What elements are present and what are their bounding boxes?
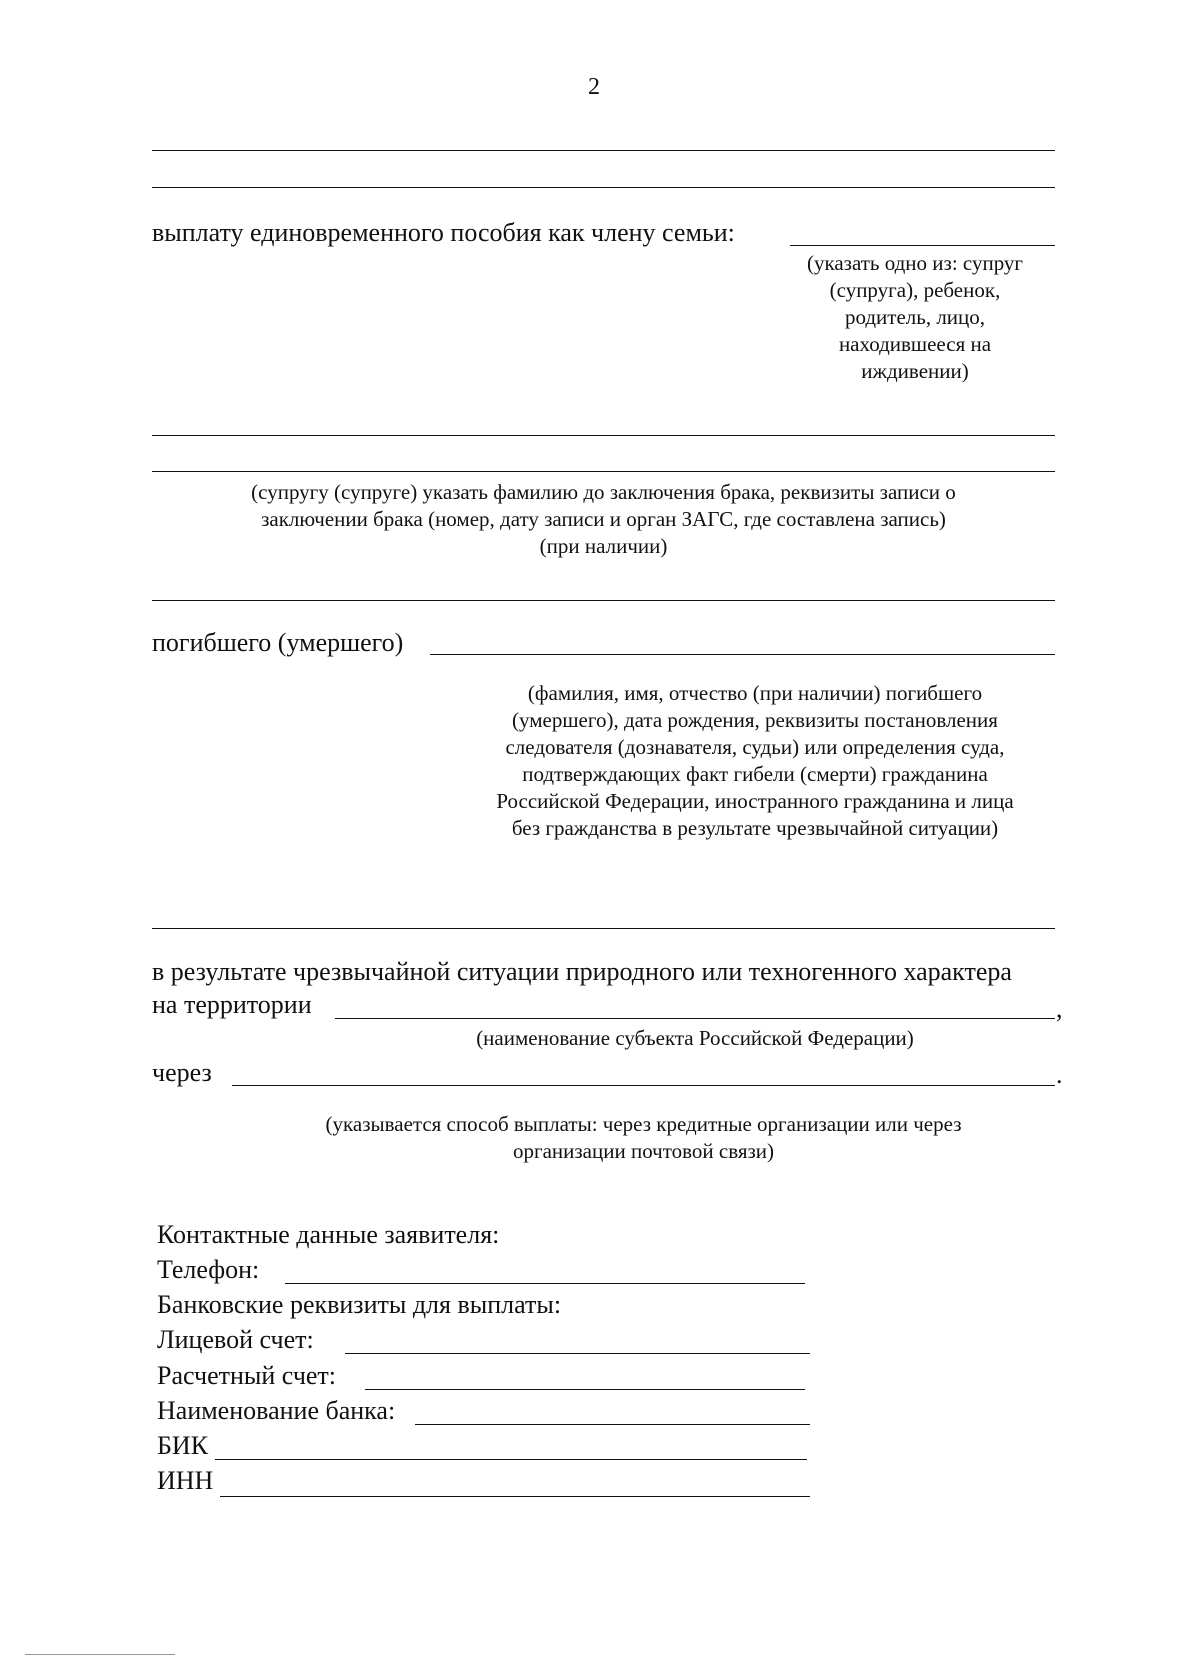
- payment-period: .: [1056, 1060, 1063, 1089]
- phone-field[interactable]: [285, 1283, 805, 1284]
- territory-comma: ,: [1056, 994, 1063, 1023]
- blank-line[interactable]: [152, 150, 1055, 151]
- bik-label: БИК: [157, 1431, 209, 1460]
- settlement-account-field[interactable]: [365, 1389, 805, 1390]
- inn-field[interactable]: [220, 1496, 810, 1497]
- page-number: 2: [588, 74, 600, 100]
- payment-label: через: [152, 1058, 212, 1087]
- personal-account-label: Лицевой счет:: [157, 1325, 314, 1354]
- blank-line[interactable]: [152, 600, 1055, 601]
- settlement-account-label: Расчетный счет:: [157, 1361, 337, 1390]
- contacts-heading: Контактные данные заявителя:: [157, 1220, 500, 1249]
- deceased-label: погибшего (умершего): [152, 628, 404, 657]
- blank-line[interactable]: [152, 435, 1055, 436]
- deceased-hint: (фамилия, имя, отчество (при наличии) погибшего (умершего), дата рождения, реквизиты постановления следователя (дознавателя, судьи) или определения суда, подтверждающих факт гибели (смерти) гражданина Российской Федерации, иностранного гражданина и лица без гражданства в результате чрезвычайной ситуации): [496, 681, 1014, 840]
- payment-field[interactable]: [232, 1085, 1055, 1086]
- payment-hint: (указывается способ выплаты: через кредитные организации или через организации почтовой связи): [325, 1112, 962, 1163]
- personal-account-field[interactable]: [345, 1353, 810, 1354]
- bank-name-label: Наименование банка:: [157, 1396, 396, 1425]
- bank-heading: Банковские реквизиты для выплаты:: [157, 1290, 562, 1319]
- inn-label: ИНН: [157, 1466, 214, 1495]
- blank-line[interactable]: [152, 471, 1055, 472]
- territory-label: на территории: [152, 990, 312, 1019]
- spouse-hint: (супругу (супруге) указать фамилию до заключения брака, реквизиты записи о заключении брака (номер, дату записи и орган ЗАГС, где составлена запись) (при наличии): [251, 480, 956, 558]
- footer-divider: [25, 1654, 175, 1655]
- family-member-field[interactable]: [790, 245, 1055, 246]
- emergency-text: в результате чрезвычайной ситуации природного или техногенного характера: [152, 957, 1012, 986]
- territory-field[interactable]: [335, 1018, 1055, 1019]
- deceased-field[interactable]: [430, 654, 1055, 655]
- blank-line[interactable]: [152, 928, 1055, 929]
- phone-label: Телефон:: [157, 1255, 260, 1284]
- family-member-label: выплату единовременного пособия как члену семьи:: [152, 218, 735, 247]
- family-member-hint: (указать одно из: супруг (супруга), ребенок, родитель, лицо, находившееся на иждивении): [806, 251, 1024, 383]
- bik-field[interactable]: [215, 1459, 807, 1460]
- territory-hint: (наименование субъекта Российской Федерации): [476, 1026, 914, 1050]
- blank-line[interactable]: [152, 187, 1055, 188]
- bank-name-field[interactable]: [415, 1424, 810, 1425]
